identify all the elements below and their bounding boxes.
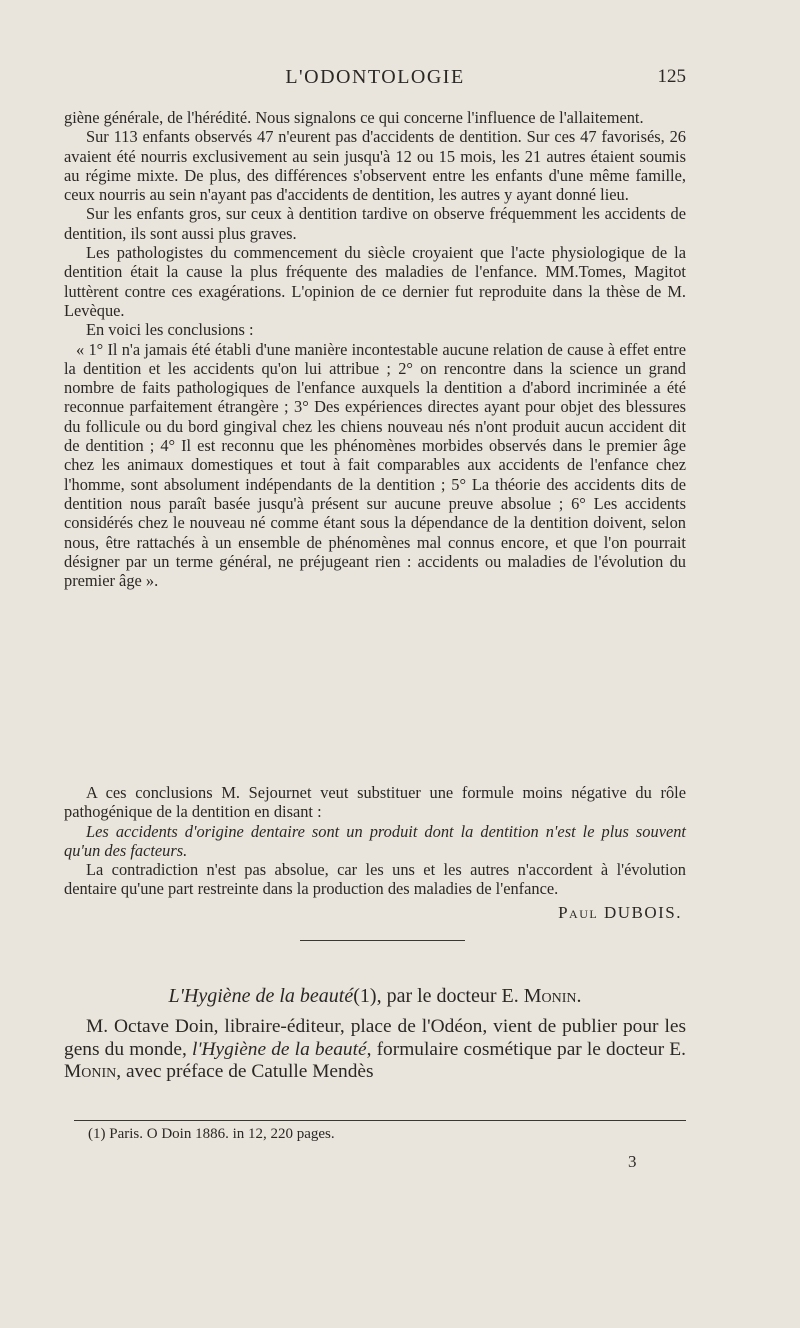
text: , avec préface de Catulle Mendès <box>116 1061 374 1082</box>
page-number: 125 <box>657 66 686 87</box>
article-body <box>64 108 686 590</box>
footnote-rule <box>74 1120 686 1121</box>
author-name: Monin <box>523 985 577 1007</box>
quote-text: « 1° Il n'a jamais été établi d'une manière incontestable aucune relation de cause à effet entre la dentition et les accidents qu'on lui attribue ; 2° on rencontre dans la science un grand nombre de faits pathologiques de l'enfance auxquels la dentition a d'abord incriminée a été reconnue parfaitement étrangère ; 3° Des expériences directes ayant pour objet des blessures du follicule ou du bord gingival chez les chiens nouveau nés n'ont produit aucun accident dit de dentition ; 4° Il est reconnu que les phénomènes morbides observés dans le premier âge chez les animaux domestiques et tout à fait comparables aux accidents de l'enfance chez l'homme, sont absolument indépendants de la dentition ; 5° La théorie des accidents dits de dentition nous paraît basée jusqu'à présent sur aucune preuve absolue ; 6° Les accidents considérés chez le nouveau né comme étant sous la dépendance de la dentition doivent, selon nous, être rattachés à un ensemble de phénomènes mal connus encore, et que l'on pourrait désigner par un terme général, ne préjugeant rien : accidents ou maladies de l'évolution du premier âge ». <box>64 339 686 591</box>
paragraph: Les pathologistes du commencement du siècle croyaient que l'acte physiologique de la dentition était la cause la plus fréquente des maladies de l'enfance. MM.Tomes, Magitot luttèrent contre ces exagérations. L'opinion de ce dernier fut reproduite dans la thèse de M. Levèque. <box>64 243 686 320</box>
heading-text: , par le docteur E. <box>376 985 524 1007</box>
paragraph: Sur les enfants gros, sur ceux à dentition tardive on observe fréquemment les accidents de dentition, ils sont aussi plus graves. <box>64 204 686 243</box>
signature-mark: 3 <box>628 1152 637 1171</box>
journal-title: L'ODONTOLOGIE <box>285 66 465 88</box>
book-title: L'Hygiène de la beauté <box>168 985 354 1007</box>
book-title-italic: l'Hygiène de la beauté <box>191 1038 367 1060</box>
quoted-conclusions <box>64 340 686 591</box>
article-conclusion <box>64 783 686 922</box>
section-heading <box>64 984 686 1008</box>
section-divider <box>300 940 465 941</box>
paragraph <box>64 1016 686 1084</box>
review-body <box>64 1016 686 1084</box>
paragraph: giène générale, de l'hérédité. Nous signalons ce qui concerne l'influence de l'allaitement. <box>64 108 644 127</box>
running-header <box>64 66 686 96</box>
text: M. Octave Doin, libraire-éditeur, place de l'Odéon, vient de publier pour les gens du monde, <box>64 1016 686 1060</box>
italic-text: Les accidents d'origine dentaire sont un produit dont la dentition n'est le plus souvent qu'un des facteurs. <box>64 821 686 860</box>
author-first-name: Paul <box>558 902 599 922</box>
paragraph: Sur 113 enfants observés 47 n'eurent pas d'accidents de dentition. Sur ces 47 favorisés, 26 avaient été nourris exclusivement au sein jusqu'à 12 ou 15 mois, les 21 autres étaient soumis au régime mixte. De plus, des différences s'observent entre les enfants d'une même famille, ceux nourris au sein n'ayant pas d'accidents de dentition, les autres y ayant donné lieu. <box>64 127 686 205</box>
paragraph: La contradiction n'est pas absolue, car les uns et les autres n'accordent à l'évolution dentaire qu'une part restreinte dans la production des maladies de l'enfance. <box>64 860 686 899</box>
footnote: (1) Paris. O Doin 1886. in 12, 220 pages. <box>88 1126 335 1142</box>
author-name: Monin <box>64 1061 117 1082</box>
footnote-ref: (1) <box>353 985 377 1007</box>
paragraph: A ces conclusions M. Sejournet veut substituer une formule moins négative du rôle pathogénique de la dentition en disant : <box>64 783 686 822</box>
author-signature <box>64 903 686 922</box>
author-last-name: DUBOIS. <box>603 902 682 922</box>
heading-end: . <box>576 985 582 1007</box>
text: , formulaire cosmétique par le docteur E. <box>366 1038 686 1060</box>
italic-statement <box>64 822 686 861</box>
paragraph: En voici les conclusions : <box>86 320 254 340</box>
